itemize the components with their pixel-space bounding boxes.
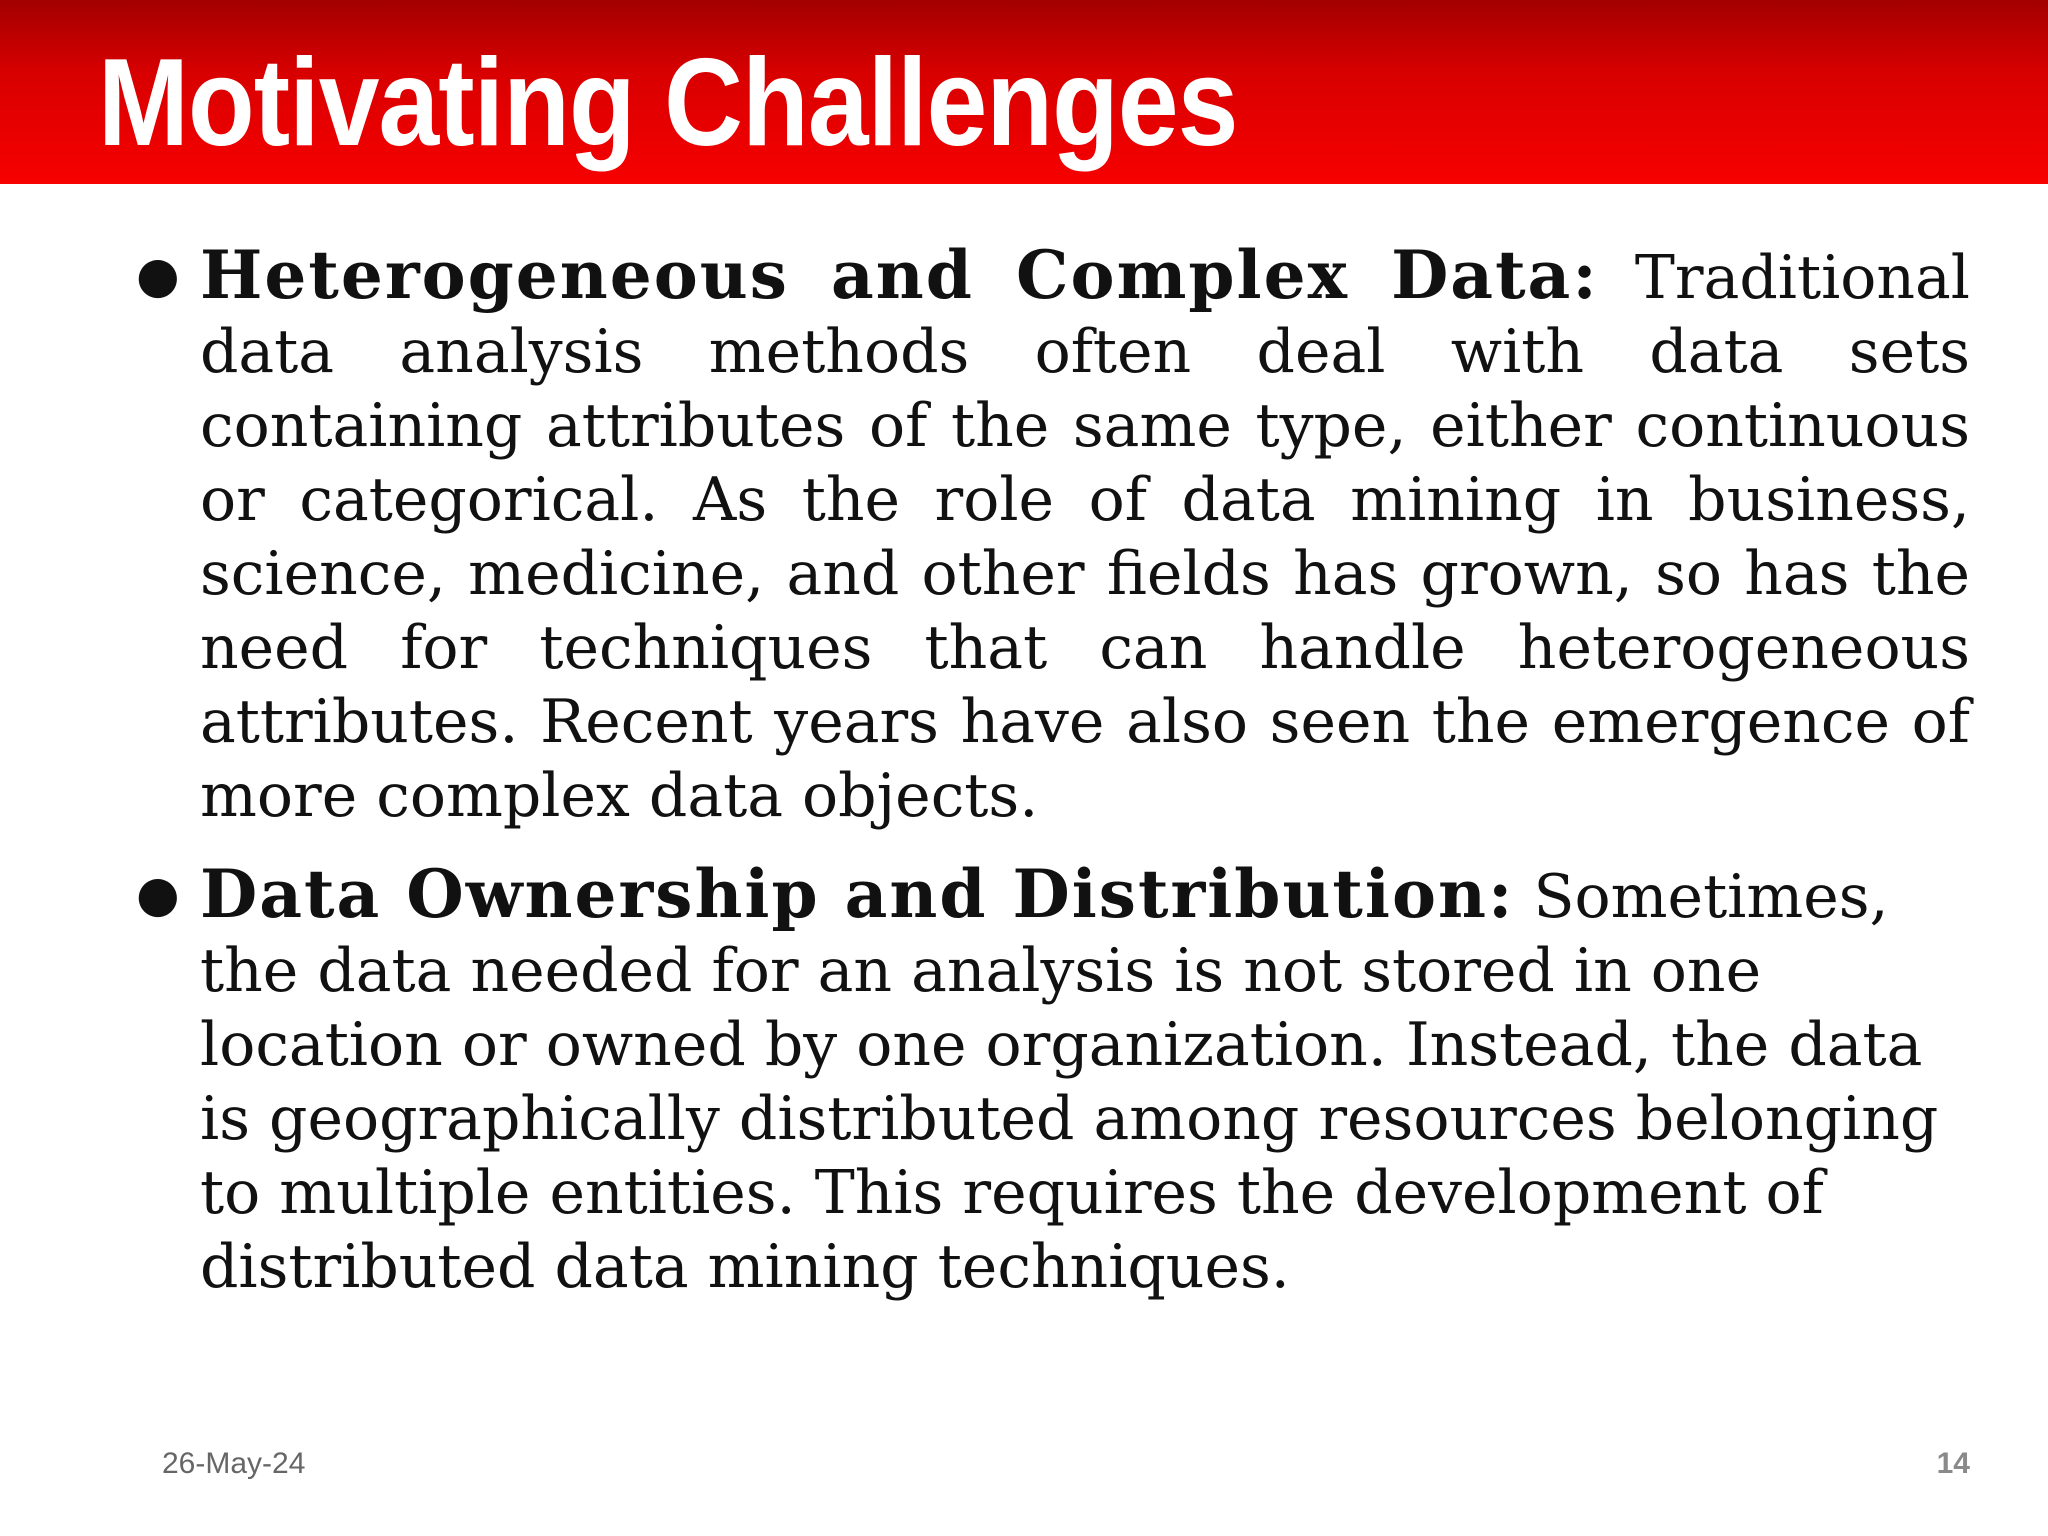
- bullet-dot-icon: ●: [136, 865, 180, 923]
- footer-page-number: 14: [1936, 1447, 1970, 1480]
- bullet-text: Sometimes, the data needed for an analysis is not stored in one location or owned by one organization. Instead, the data is geographically distributed among resources belonging to multiple entities. This requires the development of distributed data mining techniques.: [200, 862, 1939, 1302]
- footer-date: 26-May-24: [162, 1447, 306, 1480]
- bullet-item-data-ownership: [130, 857, 1970, 1304]
- bullet-item-heterogeneous-data: [130, 238, 1970, 833]
- title-bar: [0, 0, 2048, 184]
- bullet-heading: Heterogeneous and Complex Data:: [200, 236, 1599, 314]
- slide-content: [130, 238, 1970, 1328]
- slide-title: Motivating Challenges: [98, 34, 1238, 172]
- bullet-dot-icon: ●: [136, 246, 180, 304]
- bullet-heading: Data Ownership and Distribution:: [200, 855, 1515, 933]
- bullet-text: Traditional data analysis methods often deal with data sets containing attributes of the same type, either continuous or categorical. As the role of data mining in business, science, medicine, and other fields has grown, so has the need for techniques that can handle heterogeneous attributes. Recent years have also seen the emergence of more complex data objects.: [200, 243, 1970, 831]
